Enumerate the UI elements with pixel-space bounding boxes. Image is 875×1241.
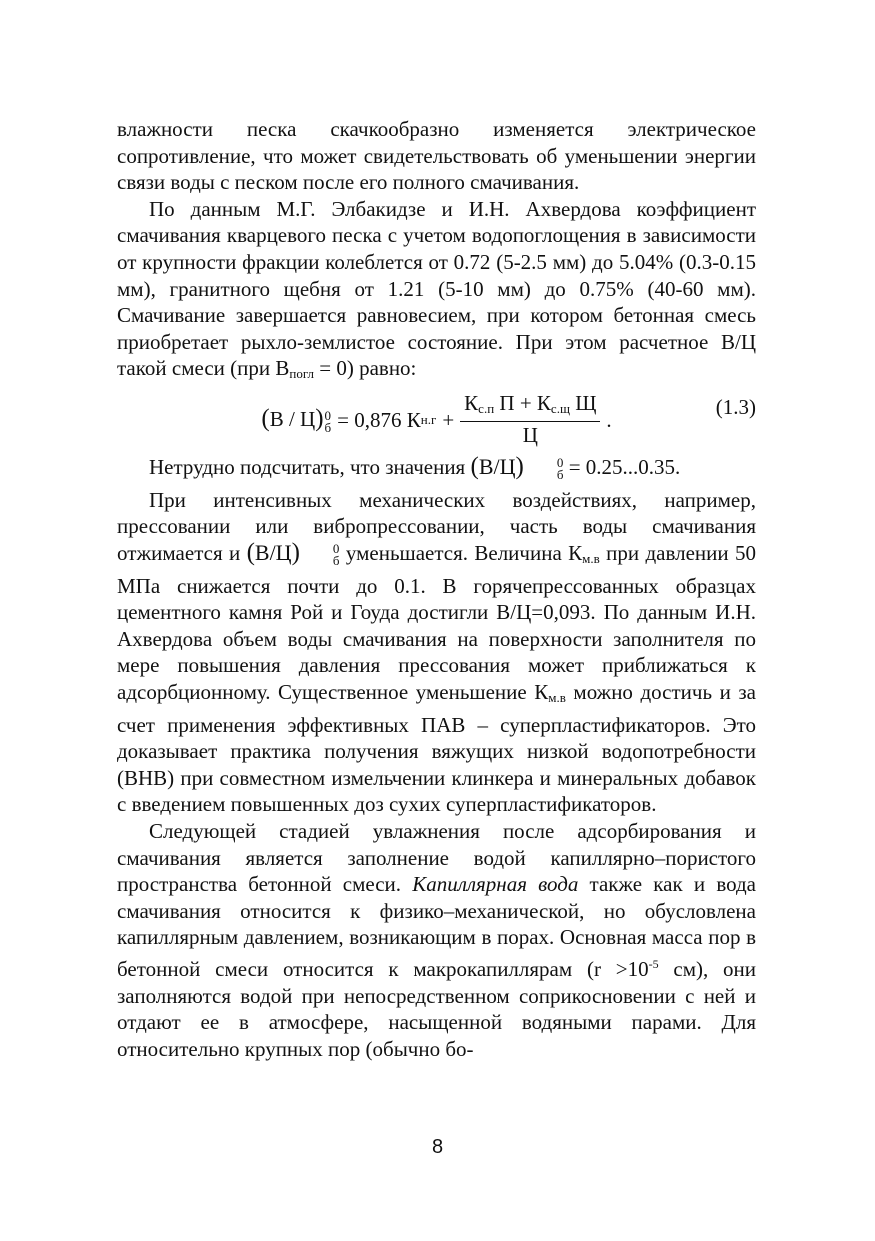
page-number: 8 — [431, 1136, 444, 1158]
formula-plus: + — [442, 407, 455, 432]
paragraph-3: Нетрудно подсчитать, что значения (В/Ц) 0 б = 0.25...0.35. — [149, 452, 681, 482]
subscript-pogl: погл — [289, 366, 314, 382]
formula-fraction — [460, 391, 600, 448]
formula-coef-subscript: н.г — [420, 411, 437, 427]
expr-vc-2: (В/Ц) 0 б — [246, 539, 340, 569]
formula-dot: . — [606, 407, 612, 432]
formula-coefficient: = 0,876 К — [337, 407, 421, 432]
expr-vc: (В/Ц) 0 б — [470, 452, 564, 482]
equation-number: (1.3) — [715, 394, 756, 419]
formula-lhs-indices: 0 б — [324, 407, 332, 435]
page-body — [117, 116, 756, 1062]
formula-numerator: $К_{с.п}$ $П + К_{с.щ}$ Щ — [460, 391, 600, 422]
paragraph-1 — [117, 116, 756, 196]
paragraph-2-text: По данным М.Г. Элбакидзе и И.Н. Ахвердова коэффициент смачивания кварцевого песка с учетом водопоглощения в зависимости от крупности фракции колеблется от 0.72 (5-2.5 мм) до 5.04% (0.3-0.15 мм), гранитного щебня от 1.21 (5-10 мм) до 0.75% (40-60 мм). Смачивание завершается равновесием, при котором бетонная смесь приобретает рыхло-землистое состояние. При этом расчетное В/Ц такой смеси (при В — [117, 196, 756, 381]
paragraph-2 — [117, 196, 756, 388]
paragraph-4: При интенсивных механических воздействиях, например, прессовании или вибропрессовании, часть воды смачивания отжимается и (В/Ц) 0 б уменьшается. Величина $К_{м.в}$ при давлении 50 МПа снижается почти до 0.1. В горячепрессованных образцах цементного камня Рой и Гоуда достигли В/Ц=0,093. По данным И.Н. Ахвердова объем воды смачивания на поверхности заполнителя по мере повышения давления прессования может приближаться к адсорбционному. Существенное уменьшение $К_{м.в}$ можно достичь и за счет применения эффективных ПАВ – суперпластификаторов. Это доказывает практика получения вяжущих низкой водопотребности (ВНВ) при совместном измельчении клинкера и минеральных добавок с введением повышенных доз сухих суперпластификаторов. — [117, 487, 757, 817]
paragraph-5: Следующей стадией увлажнения после адсорбирования и смачивания является заполнение водой капиллярно–пористого пространства бетонной смеси. Капиллярная вода также как и вода смачивания относится к физико–механической, но обусловлена капиллярным давлением, возникающим в порах. Основная масса пор в бетонной смеси относится к макрокапиллярам ($r >10^{-5}$ см), они заполняются водой при непосредственном соприкосновении с ней и отдают ее в атмосфере, насыщенной водяными парами. Для относительно крупных пор (обычно бо- — [117, 819, 756, 1061]
formula-denominator: Ц — [522, 423, 538, 448]
paragraph-1-text: влажности песка скачкообразно изменяется электрическое сопротивление, что может свидетельствовать об уменьшении энергии связи воды с песком после его полного смачивания. — [117, 117, 756, 195]
formula-lhs: (В / Ц) 0 б — [261, 405, 332, 435]
term-capillary-water: Капиллярная вода — [412, 872, 579, 897]
formula-1-3 — [117, 390, 756, 450]
paragraph-2-end: = 0) равно: — [314, 356, 417, 381]
